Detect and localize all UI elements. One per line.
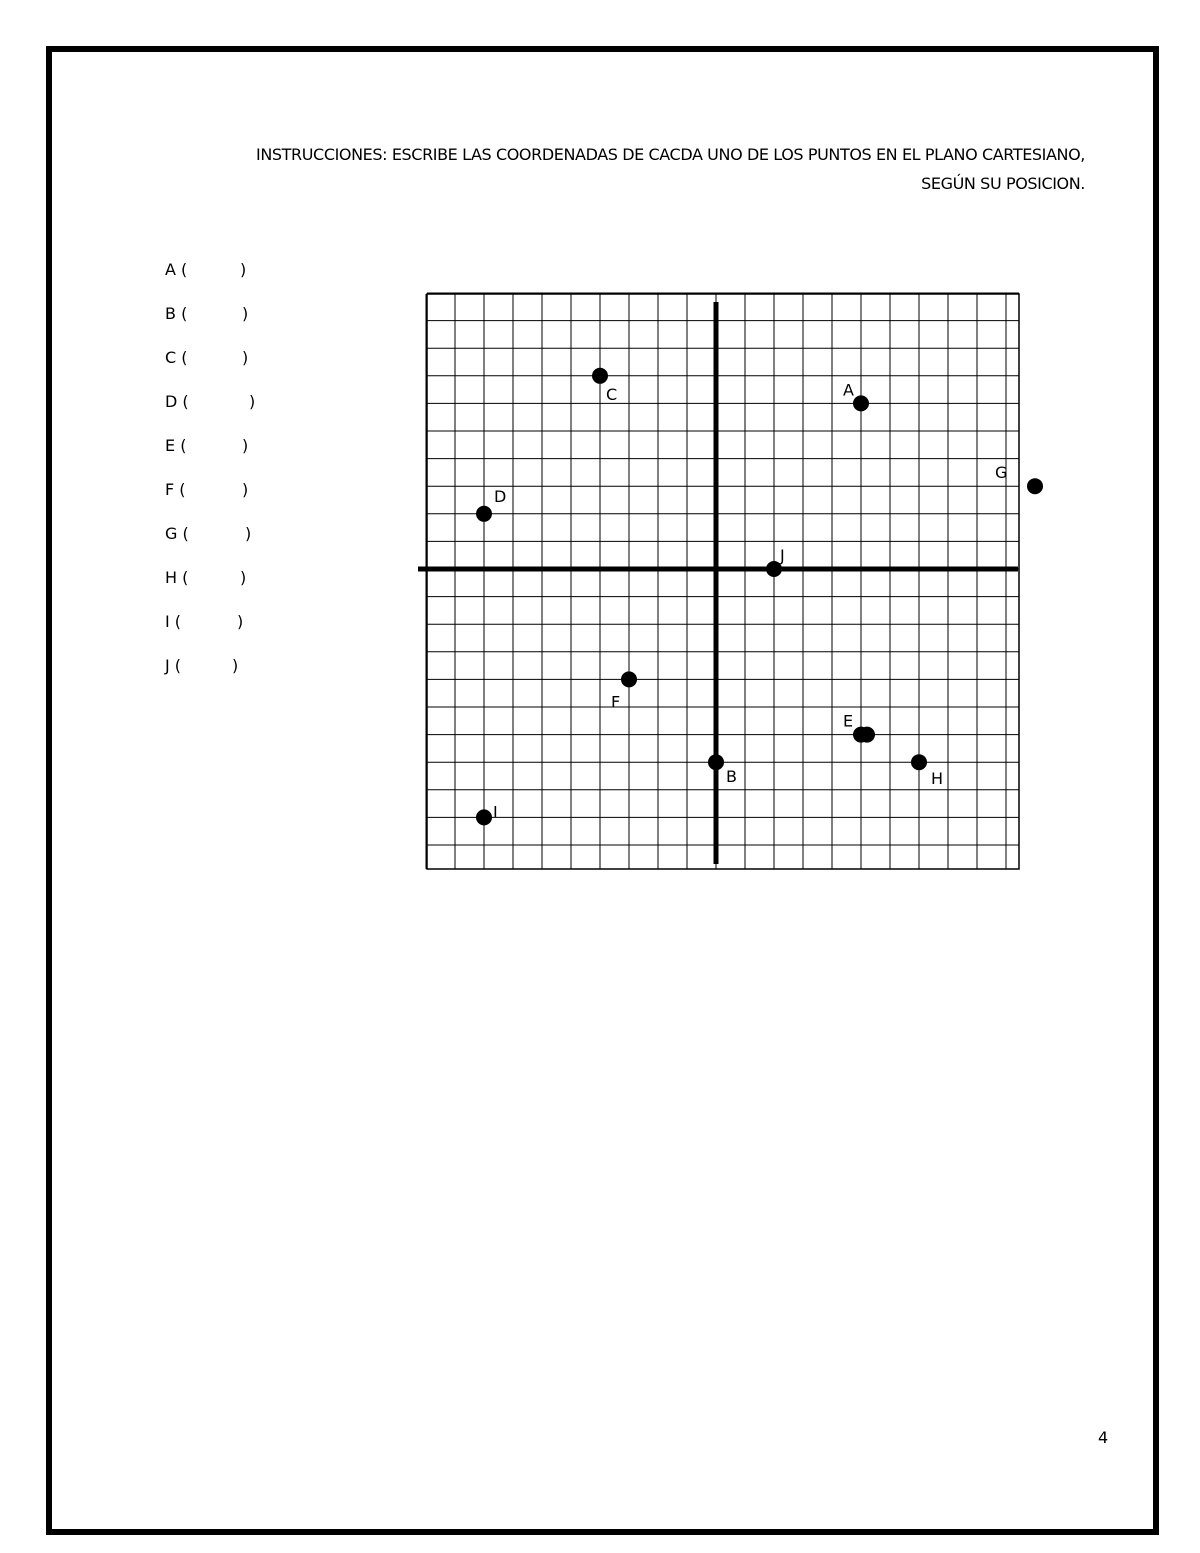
answer-label: B ( (165, 304, 188, 323)
answer-label: F ( (165, 480, 186, 499)
answer-close: ) (242, 436, 249, 455)
point-h (911, 754, 927, 770)
answer-close: ) (242, 304, 249, 323)
point-e-smudge (859, 727, 875, 743)
answer-close: ) (240, 568, 247, 587)
point-label-j: J (780, 546, 785, 565)
point-label-c: C (606, 384, 618, 404)
answer-label: E ( (165, 436, 187, 455)
answer-close: ) (240, 260, 247, 279)
point-g (1027, 478, 1043, 494)
point-label-b: B (726, 767, 737, 787)
point-label-i: I (493, 802, 498, 822)
answer-label: D ( (165, 392, 189, 411)
point-d (476, 506, 492, 522)
instructions-line-1: INSTRUCCIONES: ESCRIBE LAS COORDENADAS DE CACDA UNO DE LOS PUNTOS EN EL PLANO CARTESIANO, (256, 145, 1085, 164)
answer-close: ) (245, 524, 252, 543)
point-label-f: F (611, 692, 621, 712)
instructions-line-2: SEGÚN SU POSICION. (921, 174, 1085, 193)
point-c (592, 368, 608, 384)
answer-label: G ( (165, 524, 189, 543)
point-b (708, 754, 724, 770)
answer-close: ) (249, 392, 256, 411)
point-i (476, 809, 492, 825)
point-label-h: H (931, 769, 944, 789)
point-label-e: E (843, 711, 854, 731)
answer-label: H ( (165, 568, 189, 587)
answer-close: ) (242, 348, 249, 367)
answer-close: ) (237, 612, 244, 631)
answer-label: I ( (165, 612, 182, 631)
point-label-g: G (995, 463, 1008, 483)
point-label-a: A (843, 380, 854, 400)
page-number: 4 (1098, 1428, 1109, 1447)
answer-close: ) (232, 656, 239, 675)
answer-label: J ( (165, 656, 182, 675)
answer-label: C ( (165, 348, 188, 367)
answer-label: A ( (165, 260, 188, 279)
point-a (853, 395, 869, 411)
point-f (621, 671, 637, 687)
answer-close: ) (242, 480, 249, 499)
point-label-d: D (494, 486, 507, 506)
